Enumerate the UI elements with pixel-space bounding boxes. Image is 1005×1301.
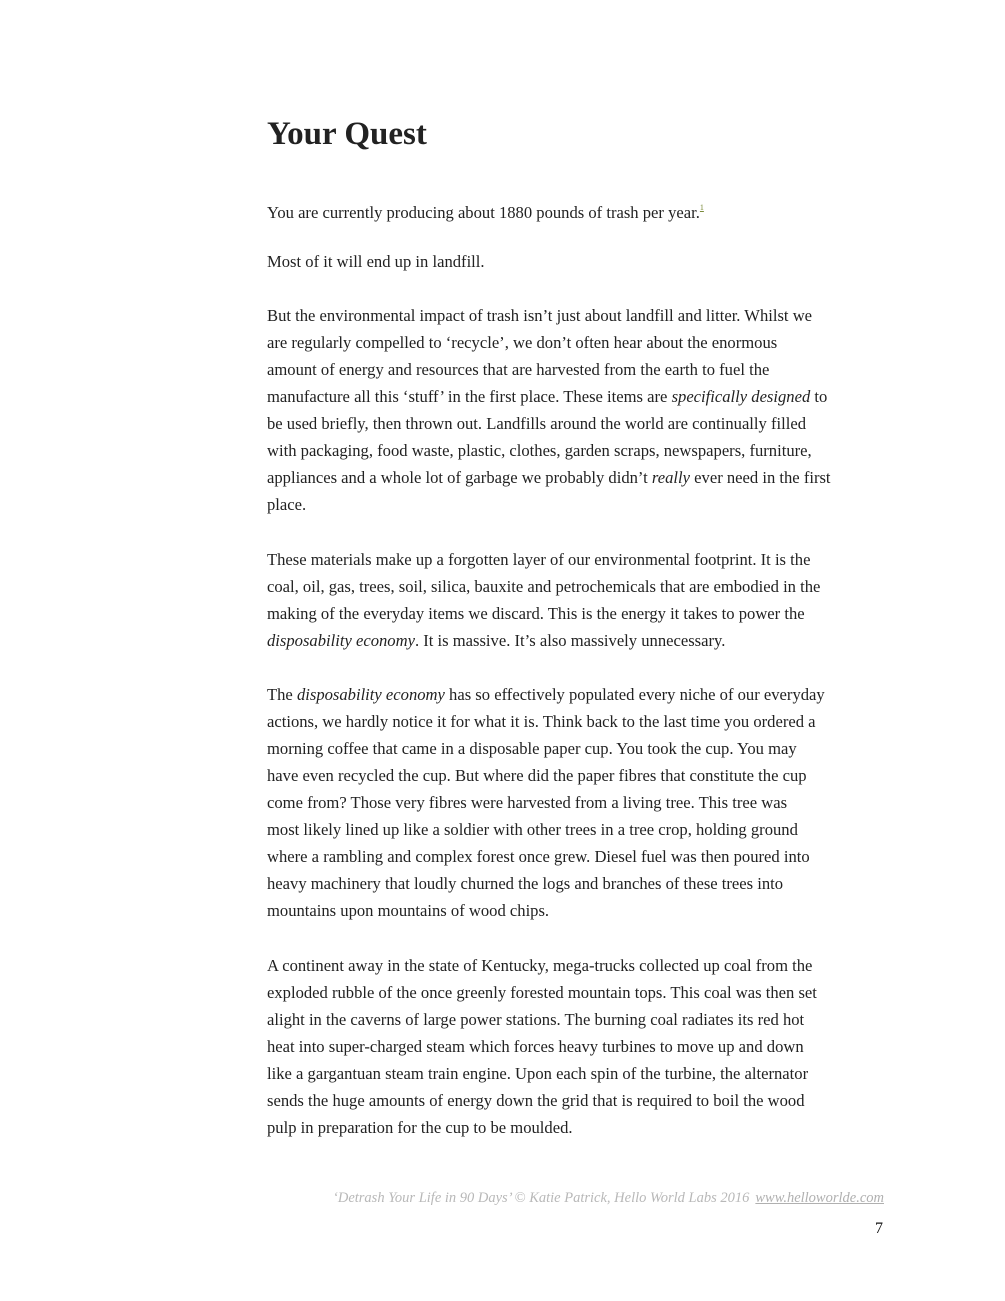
- text-line: [267, 952, 897, 979]
- text-segment: These materials make up a forgotten layer of our environmental footprint. It is the: [267, 550, 811, 569]
- text-line: [267, 194, 897, 221]
- paragraph: [267, 952, 897, 1141]
- emphasis-text: specifically designed: [671, 387, 811, 406]
- text-segment: appliances and a whole lot of garbage we probably didn’t: [267, 468, 652, 487]
- text-line: [267, 870, 897, 897]
- text-segment: actions, we hardly notice it for what it is. Think back to the last time you ordered a: [267, 712, 816, 731]
- text-segment: most likely lined up like a soldier with other trees in a tree crop, holding ground: [267, 820, 798, 839]
- paragraph: [267, 248, 897, 275]
- text-line: [267, 735, 897, 762]
- text-segment: manufacture all this ‘stuff’ in the first place. These items are: [267, 387, 672, 406]
- footnote-ref[interactable]: 1: [699, 203, 704, 212]
- text-line: [267, 600, 897, 627]
- text-line: [267, 1114, 897, 1141]
- text-segment: amount of energy and resources that are harvested from the earth to fuel the: [267, 360, 770, 379]
- paragraph: [267, 194, 897, 221]
- text-segment: exploded rubble of the once greenly forested mountain tops. This coal was then set: [267, 983, 817, 1002]
- text-line: [267, 681, 897, 708]
- text-segment: are regularly compelled to ‘recycle’, we don’t often hear about the enormous: [267, 333, 778, 352]
- text-line: [267, 410, 897, 437]
- text-line: [267, 897, 897, 924]
- text-segment: like a gargantuan steam train engine. Upon each spin of the turbine, the alternator: [267, 1064, 809, 1083]
- footer: [200, 1190, 884, 1207]
- text-segment: alight in the caverns of large power stations. The burning coal radiates its red hot: [267, 1010, 805, 1029]
- text-line: [267, 1060, 897, 1087]
- text-segment: where a rambling and complex forest once grew. Diesel fuel was then poured into: [267, 847, 810, 866]
- paragraph: [267, 302, 897, 518]
- paragraph: [267, 546, 897, 654]
- emphasis-text: disposability economy: [267, 631, 415, 650]
- text-line: [267, 464, 897, 491]
- text-line: [267, 1033, 897, 1060]
- text-segment: coal, oil, gas, trees, soil, silica, bauxite and petrochemicals that are embodied in the: [267, 577, 821, 596]
- text-segment: be used briefly, then thrown out. Landfills around the world are continually filled: [267, 414, 806, 433]
- text-line: [267, 356, 897, 383]
- text-line: [267, 979, 897, 1006]
- footer-link[interactable]: www.helloworlde.com: [755, 1190, 884, 1206]
- text-line: [267, 1087, 897, 1114]
- page-number: 7: [875, 1220, 883, 1237]
- text-segment: have even recycled the cup. But where did the paper fibres that constitute the cup: [267, 766, 807, 785]
- text-line: [267, 546, 897, 573]
- text-segment: making of the everyday items we discard. This is the energy it takes to power the: [267, 604, 805, 623]
- text-segment: with packaging, food waste, plastic, clothes, garden scraps, newspapers, furniture,: [267, 441, 812, 460]
- text-line: [267, 302, 897, 329]
- text-segment: morning coffee that came in a disposable paper cup. You took the cup. You may: [267, 739, 797, 758]
- text-line: [267, 437, 897, 464]
- page-title: Your Quest: [267, 116, 427, 152]
- text-segment: You are currently producing about 1880 pounds of trash per year.: [267, 203, 700, 222]
- text-segment: pulp in preparation for the cup to be moulded.: [267, 1118, 573, 1137]
- text-segment: But the environmental impact of trash isn’t just about landfill and litter. Whilst we: [267, 306, 813, 325]
- paragraph: [267, 681, 897, 924]
- text-segment: place.: [267, 495, 307, 514]
- text-line: [267, 816, 897, 843]
- text-segment: heat into super-charged steam which forces heavy turbines to move up and down: [267, 1037, 804, 1056]
- footer-credit: ‘Detrash Your Life in 90 Days’ © Katie Patrick, Hello World Labs 2016: [333, 1190, 750, 1206]
- text-line: [267, 383, 897, 410]
- text-segment: mountains upon mountains of wood chips.: [267, 901, 550, 920]
- text-segment: Most of it will end up in landfill.: [267, 252, 485, 271]
- text-segment: heavy machinery that loudly churned the logs and branches of these trees into: [267, 874, 784, 893]
- text-line: [267, 248, 897, 275]
- text-line: [267, 843, 897, 870]
- text-line: [267, 762, 897, 789]
- text-segment: . It is massive. It’s also massively unnecessary.: [414, 631, 726, 650]
- text-line: [267, 627, 897, 654]
- text-line: [267, 789, 897, 816]
- text-line: [267, 491, 897, 518]
- text-line: [267, 573, 897, 600]
- text-line: [267, 1006, 897, 1033]
- text-segment: The: [267, 685, 297, 704]
- emphasis-text: really: [651, 468, 691, 487]
- text-segment: sends the huge amounts of energy down the grid that is required to boil the wood: [267, 1091, 805, 1110]
- text-segment: come from? Those very fibres were harvested from a living tree. This tree was: [267, 793, 788, 812]
- text-segment: ever need in the first: [690, 468, 831, 487]
- text-segment: to: [810, 387, 828, 406]
- text-line: [267, 329, 897, 356]
- text-segment: A continent away in the state of Kentucky, mega-trucks collected up coal from the: [267, 956, 813, 975]
- text-line: [267, 708, 897, 735]
- text-segment: has so effectively populated every niche of our everyday: [444, 685, 825, 704]
- emphasis-text: disposability economy: [296, 685, 445, 704]
